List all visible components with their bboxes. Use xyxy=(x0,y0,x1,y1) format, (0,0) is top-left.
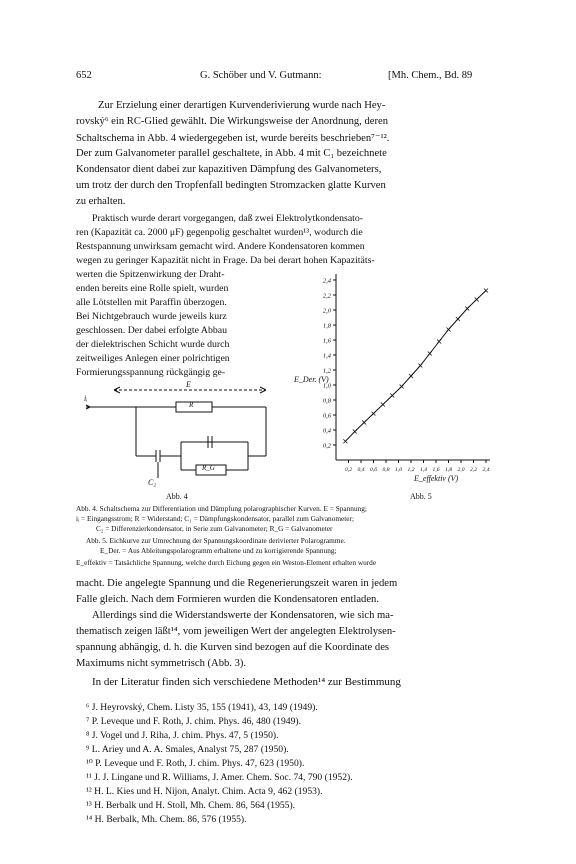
footnote: ⁷ P. Leveque und F. Roth, J. chim. Phys. 46, 480 (1949). xyxy=(86,716,301,727)
figure-5-chart xyxy=(294,270,500,500)
data-point xyxy=(475,298,479,302)
running-authors: G. Schöber und V. Gutmann: xyxy=(200,70,322,81)
data-point xyxy=(343,439,347,443)
caption-line: E_Der. = Aus Ableitungspolarogramm erhaltene und zu korrigierende Spannung; xyxy=(100,546,337,555)
data-point xyxy=(400,385,404,389)
text-line: macht. Die angelegte Spannung und die Regenerierungszeit waren in jedem xyxy=(76,578,398,589)
figure-4-circuit xyxy=(76,380,296,490)
text-line: Falle gleich. Nach dem Formieren wurden die Kondensatoren entladen. xyxy=(76,594,379,605)
y-tick-label: 0,8 xyxy=(322,397,331,405)
footnote: ¹⁴ H. Berbalk, Mh. Chem. 86, 576 (1955). xyxy=(86,814,247,825)
text-line: spannung abhängig, d. h. die Kurven sind bezogen auf die Koordinate des xyxy=(76,642,390,653)
x-tick-label: 1,2 xyxy=(407,467,415,473)
data-point xyxy=(437,340,441,344)
figure-5-caption: Abb. 5 xyxy=(410,492,432,501)
label-ii: iᵢ xyxy=(84,394,88,403)
calibration-curve xyxy=(345,291,486,442)
x-tick-label: 2,2 xyxy=(470,467,477,473)
x-tick-label: 1,8 xyxy=(445,467,452,473)
circuit-diagram xyxy=(76,380,296,490)
y-tick-label: 0,6 xyxy=(322,412,331,420)
text-line: Kondensator dient dabei zur kapazitiven Dämpfung des Galvanometers, xyxy=(76,164,382,175)
text-line: zu erhalten. xyxy=(76,196,126,207)
label-rg: R_G xyxy=(202,464,215,472)
caption-line: C₂ = Differenzierkondensator, in Serie zum Galvanometer; R_G = Galvanometer xyxy=(96,524,333,533)
paragraph-5: In der Literatur finden sich verschiedene Methoden¹⁴ zur Bestimmung xyxy=(92,676,401,688)
calibration-chart xyxy=(294,270,500,500)
text-line: zeitweiliges Anlegen einer polrichtigen xyxy=(76,353,230,364)
data-point xyxy=(381,403,385,407)
data-point xyxy=(362,421,366,425)
y-tick-label: 2,2 xyxy=(322,292,331,300)
label-r: R xyxy=(189,401,194,409)
data-point xyxy=(390,394,394,398)
y-tick-label: 2,0 xyxy=(322,307,331,315)
footnote: ⁹ L. Ariey und A. A. Smales, Analyst 75, 287 (1950). xyxy=(86,744,289,755)
data-point xyxy=(428,352,432,356)
text-line: um trotz der durch den Tropfenfall bedingten Stromzacken glatte Kurven xyxy=(76,180,386,191)
y-tick-label: 1,0 xyxy=(322,382,331,390)
text-line: Praktisch wurde derart vorgegangen, daß zwei Elektrolytkondensato- xyxy=(92,213,364,224)
footnote: ¹² H. L. Kies und H. Nijon, Analyt. Chim. Acta 9, 462 (1953). xyxy=(86,786,323,797)
x-tick-label: 1,4 xyxy=(420,467,427,473)
text-line: alle Lötstellen mit Paraffin überzogen. xyxy=(76,297,227,308)
text-line: werten die Spitzenwirkung der Draht- xyxy=(76,269,225,280)
y-tick-label: 1,6 xyxy=(322,337,331,345)
y-tick-label: 2,4 xyxy=(322,277,331,285)
caption-line: Abb. 4. Schaltschema zur Differentiation und Dämpfung polarographischer Kurven. E = Spannung; xyxy=(76,504,367,513)
text-line: thematisch zeigen läßt¹⁴, vom jeweiligen Wert der angelegten Elektrolysen- xyxy=(76,626,396,637)
x-tick-label: 0,2 xyxy=(345,467,352,473)
x-tick-label: 1,0 xyxy=(395,467,402,473)
y-tick-label: 1,2 xyxy=(322,367,331,375)
text-line: rovský⁶ ein RC-Glied gewählt. Die Wirkungsweise der Anordnung, deren xyxy=(76,116,388,127)
y-tick-label: 0,4 xyxy=(322,427,331,435)
data-point xyxy=(353,430,357,434)
data-point xyxy=(409,374,413,378)
y-tick-label: 0,2 xyxy=(322,442,331,450)
label-c2: C₂ xyxy=(148,478,157,487)
page-number: 652 xyxy=(76,70,92,81)
running-journal: [Mh. Chem., Bd. 89 xyxy=(388,70,473,81)
text-line: der dielektrischen Schicht wurde durch xyxy=(76,339,230,350)
footnote: ¹¹ J. J. Lingane und R. Williams, J. Amer. Chem. Soc. 74, 790 (1952). xyxy=(86,772,353,783)
text-line: ren (Kapazität ca. 2000 μF) gegenpolig geschaltet wurden¹³, wodurch die xyxy=(76,227,363,238)
footnote: ¹³ H. Berbalk und H. Stoll, Mh. Chem. 86, 564 (1955). xyxy=(86,800,296,811)
y-tick-label: 1,8 xyxy=(322,322,331,330)
x-tick-label: 2,0 xyxy=(457,467,465,473)
text-line: Allerdings sind die Widerstandswerte der Kondensatoren, wie sich ma- xyxy=(92,610,394,621)
text-line: Formierungsspannung rückgängig ge- xyxy=(76,367,226,378)
x-tick-label: 2,4 xyxy=(482,467,490,473)
data-point xyxy=(447,328,451,332)
text-line: Zur Erzielung einer derartigen Kurvenderivierung wurde nach Hey- xyxy=(98,100,386,111)
text-line: wegen zu geringer Kapazität nicht in Frage. Da bei derart hohen Kapazitäts- xyxy=(76,255,375,266)
text-line: Der zum Galvanometer parallel geschaltete, in Abb. 4 mit C₁ bezeichnete xyxy=(76,148,387,159)
x-tick-label: 0,8 xyxy=(382,467,390,473)
data-point xyxy=(465,307,469,311)
text-line: Maximums nicht symmetrisch (Abb. 3). xyxy=(76,658,247,669)
x-tick-label: 1,6 xyxy=(432,467,440,473)
text-line: Schaltschema in Abb. 4 wiedergegeben ist, wurde bereits beschrieben⁷⁻¹². xyxy=(76,133,390,144)
x-axis-label: E_effektiv (V) xyxy=(414,474,459,483)
data-point xyxy=(456,317,460,321)
figure-4-caption: Abb. 4 xyxy=(166,492,188,501)
label-e: E xyxy=(186,380,191,389)
caption-line: iᵢ = Eingangsstrom; R = Widerstand; C₁ = Dämpfungskondensator, parallel zum Galvanometer; xyxy=(76,514,354,523)
footnote: ⁸ J. Vogel und J. Riha, J. chim. Phys. 47, 5 (1950). xyxy=(86,730,279,741)
y-axis-label: E_Der. (V) xyxy=(294,375,329,384)
data-point xyxy=(484,289,488,293)
x-tick-label: 0,4 xyxy=(357,467,365,473)
caption-line: E_effektiv = Tatsächliche Spannung, welche durch Eichung gegen ein Weston-Element erhalten wurde xyxy=(76,558,377,567)
footnote: ⁶ J. Heyrovský, Chem. Listy 35, 155 (1941), 43, 149 (1949). xyxy=(86,702,318,713)
footnote: ¹⁰ P. Leveque und F. Roth, J. chim. Phys. 47, 623 (1950). xyxy=(86,758,305,769)
text-line: Bei Nichtgebrauch wurde jeweils kurz xyxy=(76,311,227,322)
y-tick-label: 1,4 xyxy=(322,352,331,360)
text-line: enden bereits eine Rolle spielt, wurden xyxy=(76,283,229,294)
x-tick-label: 0,6 xyxy=(370,467,377,473)
caption-line: Abb. 5. Eichkurve zur Umrechnung der Spannungskoordinate derivierter Polarogramme. xyxy=(86,536,346,545)
text-line: geschlossen. Der dabei erfolgte Abbau xyxy=(76,325,227,336)
data-point xyxy=(372,412,376,416)
text-line: Restspannung unwirksam gemacht wird. Andere Kondensatoren kommen xyxy=(76,241,365,252)
data-point xyxy=(418,364,422,368)
